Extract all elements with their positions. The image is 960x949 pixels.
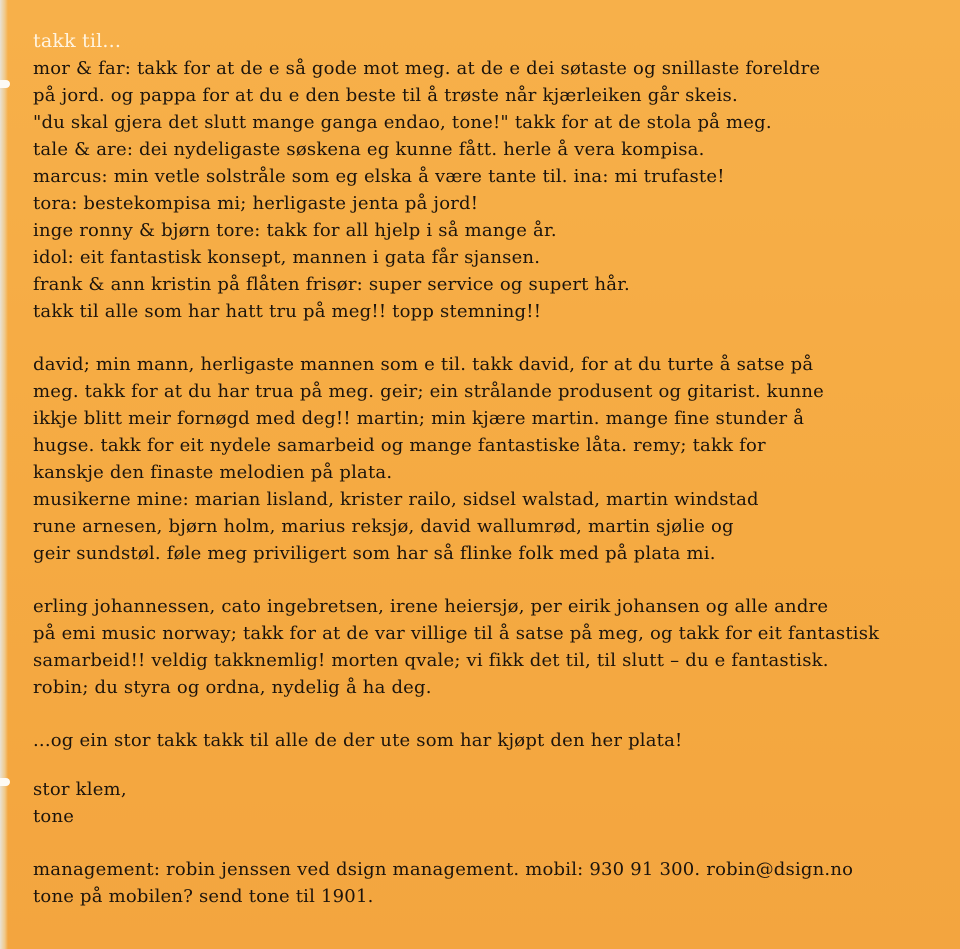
text-line: robin; du styra og ordna, nydelig å ha deg.	[33, 677, 432, 698]
spacer	[33, 754, 933, 776]
text-line: frank & ann kristin på flåten frisør: super service og supert hår.	[33, 274, 630, 295]
text-line: meg. takk for at du har trua på meg. geir; ein strålande produsent og gitarist. kunne	[33, 381, 825, 402]
text-line: erling johannessen, cato ingebretsen, irene heiersjø, per eirik johansen og alle andre	[33, 596, 829, 617]
section-label	[33, 593, 933, 701]
mobile-line: tone på mobilen? send tone til 1901.	[33, 886, 374, 907]
text-line: geir sundstøl. føle meg priviligert som har så flinke folk med på plata mi.	[33, 543, 716, 564]
spacer	[33, 701, 933, 727]
closing-thanks: ...og ein stor takk takk til alle de der ute som har kjøpt den her plata!	[33, 730, 683, 751]
footer-management	[33, 856, 933, 910]
text-line: tora: bestekompisa mi; herligaste jenta på jord!	[33, 193, 479, 214]
heading: takk til...	[33, 30, 122, 52]
text-line: på emi music norway; takk for at de var villige til å satse på meg, og takk for eit fantastisk	[33, 623, 880, 644]
page-edge	[0, 0, 8, 949]
spacer	[33, 325, 933, 351]
text-line: hugse. takk for eit nydele samarbeid og mange fantastiske låta. remy; takk for	[33, 435, 766, 456]
section-family	[33, 55, 933, 325]
text-line: idol: eit fantastisk konsept, mannen i gata får sjansen.	[33, 247, 541, 268]
thanks-text	[33, 28, 933, 910]
section-musicians	[33, 351, 933, 567]
text-line: på jord. og pappa for at du e den beste til å trøste når kjærleiken går skeis.	[33, 85, 738, 106]
signoff	[33, 776, 933, 830]
binding-notch	[0, 80, 10, 88]
text-line: takk til alle som har hatt tru på meg!! topp stemning!!	[33, 301, 542, 322]
text-line: ikkje blitt meir fornøgd med deg!! martin; min kjære martin. mange fine stunder å	[33, 408, 805, 429]
text-line: mor & far: takk for at de e så gode mot meg. at de e dei søtaste og snillaste foreldre	[33, 58, 821, 79]
text-line: "du skal gjera det slutt mange ganga endao, tone!" takk for at de stola på meg.	[33, 112, 772, 133]
binding-notch	[0, 778, 10, 786]
text-line: david; min mann, herligaste mannen som e til. takk david, for at du turte å satse på	[33, 354, 814, 375]
text-line: kanskje den finaste melodien på plata.	[33, 462, 393, 483]
signoff-greeting: stor klem,	[33, 779, 127, 800]
text-line: rune arnesen, bjørn holm, marius reksjø, david wallumrød, martin sjølie og	[33, 516, 734, 537]
spacer	[33, 567, 933, 593]
text-line: marcus: min vetle solstråle som eg elska å være tante til. ina: mi trufaste!	[33, 166, 725, 187]
signoff-name: tone	[33, 806, 75, 827]
text-line: musikerne mine: marian lisland, krister railo, sidsel walstad, martin windstad	[33, 489, 759, 510]
text-line: inge ronny & bjørn tore: takk for all hjelp i så mange år.	[33, 220, 557, 241]
text-line: samarbeid!! veldig takknemlig! morten qvale; vi fikk det til, til slutt – du e fantastisk.	[33, 650, 829, 671]
management-line: management: robin jenssen ved dsign management. mobil: 930 91 300. robin@dsign.no	[33, 859, 854, 880]
spacer	[33, 830, 933, 856]
text-line: tale & are: dei nydeligaste søskena eg kunne fått. herle å vera kompisa.	[33, 139, 705, 160]
